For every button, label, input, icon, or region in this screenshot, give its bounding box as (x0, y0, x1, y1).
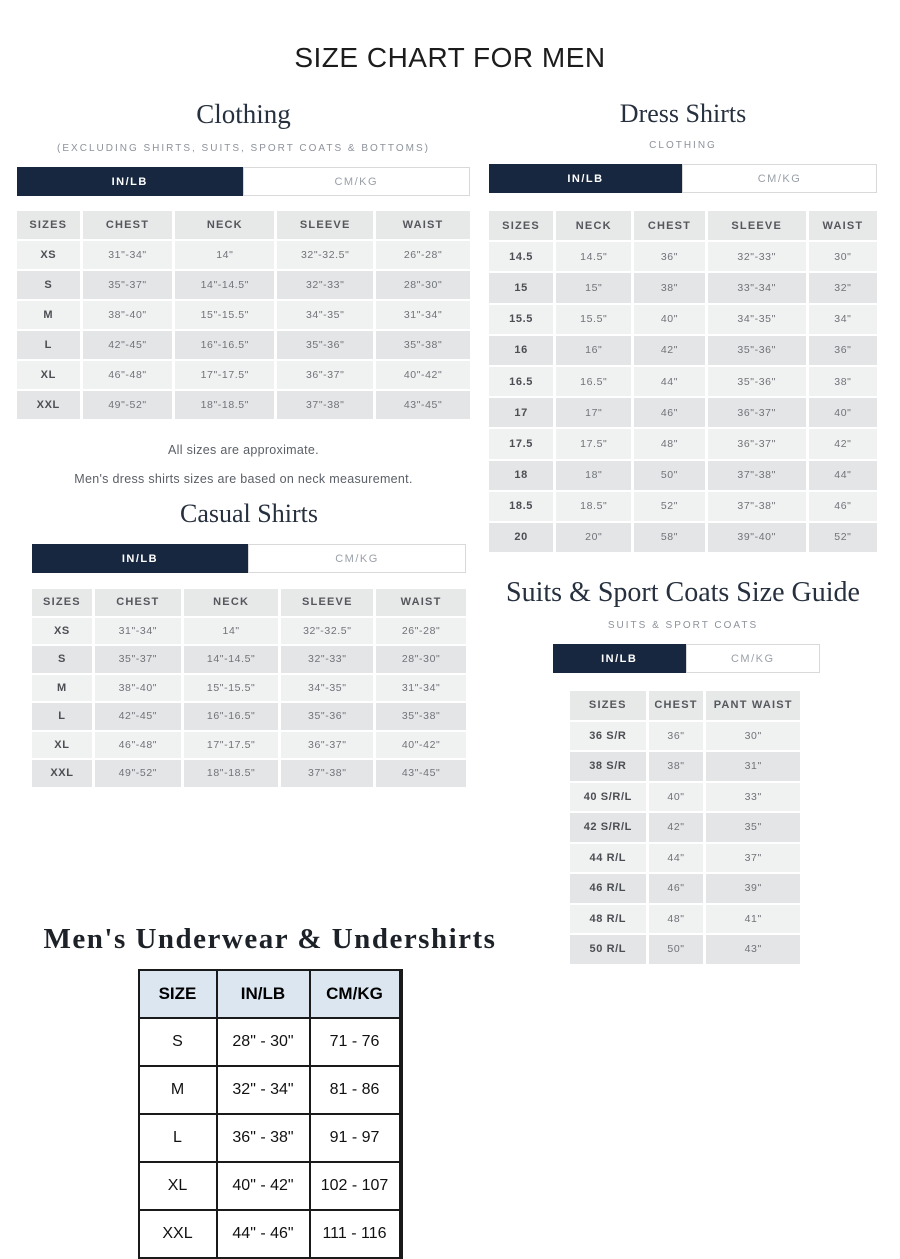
value-cell: 50" (649, 935, 704, 964)
table-header-cell: CHEST (83, 211, 173, 239)
value-cell: 44" (649, 844, 704, 873)
table-header-cell: NECK (184, 589, 279, 616)
table-header-cell: CM/KG (311, 971, 399, 1017)
table-header-cell: CHEST (649, 691, 704, 720)
value-cell: 17" (556, 398, 631, 427)
value-cell: 14" (175, 241, 274, 269)
value-cell: 17"-17.5" (184, 732, 279, 759)
value-cell: 39" (706, 874, 800, 903)
value-cell: 111 - 116 (311, 1211, 399, 1257)
casual-size-table (32, 589, 466, 787)
value-cell: 28"-30" (376, 271, 470, 299)
suits-unit-tabs (553, 644, 820, 673)
dress-unit-tabs (489, 164, 877, 193)
size-label-cell: 18 (489, 461, 553, 490)
value-cell: 52" (809, 523, 877, 552)
size-label-cell: S (32, 646, 92, 673)
value-cell: 42" (809, 429, 877, 458)
size-label-cell: 16 (489, 336, 553, 365)
value-cell: 37"-38" (708, 492, 806, 521)
value-cell: 58" (634, 523, 704, 552)
table-header-cell: CHEST (634, 211, 704, 240)
value-cell: 20" (556, 523, 631, 552)
table-header-cell: SIZES (32, 589, 92, 616)
size-label-cell: XXL (17, 391, 80, 419)
value-cell: 38" (634, 273, 704, 302)
size-label-cell: 17 (489, 398, 553, 427)
value-cell: 35"-37" (95, 646, 181, 673)
value-cell: 102 - 107 (311, 1163, 399, 1209)
value-cell: 33"-34" (708, 273, 806, 302)
size-label-cell: XS (32, 618, 92, 645)
size-label-cell: 15.5 (489, 305, 553, 334)
value-cell: 40"-42" (376, 732, 466, 759)
value-cell: 38" (809, 367, 877, 396)
value-cell: 16"-16.5" (184, 703, 279, 730)
value-cell: 14" (184, 618, 279, 645)
value-cell: 32"-32.5" (277, 241, 373, 269)
value-cell: 18"-18.5" (184, 760, 279, 787)
value-cell: 15" (556, 273, 631, 302)
value-cell: 37" (706, 844, 800, 873)
value-cell: 44" - 46" (218, 1211, 309, 1257)
suits-tab-cmkg[interactable]: CM/KG (686, 644, 821, 673)
value-cell: 71 - 76 (311, 1019, 399, 1065)
value-cell: 34"-35" (277, 301, 373, 329)
table-header-cell: SLEEVE (277, 211, 373, 239)
table-header-cell: SIZE (140, 971, 216, 1017)
clothing-tab-cmkg[interactable]: CM/KG (243, 167, 471, 196)
value-cell: 35"-38" (376, 331, 470, 359)
table-header-cell: SLEEVE (281, 589, 373, 616)
value-cell: 46" (649, 874, 704, 903)
size-label-cell: 38 S/R (570, 752, 646, 781)
value-cell: 42"-45" (95, 703, 181, 730)
size-label-cell: L (140, 1115, 216, 1161)
value-cell: 36" (634, 242, 704, 271)
casual-tab-inlb[interactable]: IN/LB (32, 544, 248, 573)
value-cell: 36"-37" (708, 429, 806, 458)
clothing-section-subtitle: (EXCLUDING SHIRTS, SUITS, SPORT COATS & BOTTOMS) (57, 143, 430, 154)
table-header-cell: SIZES (17, 211, 80, 239)
table-header-cell: WAIST (376, 211, 470, 239)
size-label-cell: 16.5 (489, 367, 553, 396)
table-header-cell: WAIST (809, 211, 877, 240)
left-column (17, 95, 470, 787)
size-label-cell: 48 R/L (570, 905, 646, 934)
clothing-size-table (17, 211, 470, 419)
value-cell: 32"-32.5" (281, 618, 373, 645)
size-label-cell: 20 (489, 523, 553, 552)
value-cell: 44" (634, 367, 704, 396)
value-cell: 30" (706, 722, 800, 751)
value-cell: 28"-30" (376, 646, 466, 673)
size-label-cell: XL (32, 732, 92, 759)
value-cell: 18.5" (556, 492, 631, 521)
value-cell: 40" (649, 783, 704, 812)
value-cell: 36" (809, 336, 877, 365)
size-label-cell: 17.5 (489, 429, 553, 458)
value-cell: 42" (634, 336, 704, 365)
value-cell: 52" (634, 492, 704, 521)
note-sizes-approximate: All sizes are approximate. (168, 443, 319, 457)
clothing-unit-tabs (17, 167, 470, 196)
value-cell: 33" (706, 783, 800, 812)
right-column (489, 95, 877, 964)
dress-shirts-title: Dress Shirts (619, 99, 747, 128)
value-cell: 34"-35" (281, 675, 373, 702)
size-label-cell: XL (140, 1163, 216, 1209)
value-cell: 40" - 42" (218, 1163, 309, 1209)
value-cell: 18"-18.5" (175, 391, 274, 419)
size-label-cell: M (17, 301, 80, 329)
size-label-cell: L (17, 331, 80, 359)
value-cell: 91 - 97 (311, 1115, 399, 1161)
value-cell: 15"-15.5" (184, 675, 279, 702)
note-neck-measurement: Men's dress shirts sizes are based on neck measurement. (74, 472, 413, 486)
table-header-cell: NECK (175, 211, 274, 239)
size-label-cell: S (140, 1019, 216, 1065)
underwear-title: Men's Underwear & Undershirts (43, 923, 497, 955)
value-cell: 42"-45" (83, 331, 173, 359)
value-cell: 40"-42" (376, 361, 470, 389)
suits-subtitle: SUITS & SPORT COATS (607, 620, 759, 632)
page-title: SIZE CHART FOR MEN (294, 42, 606, 73)
size-label-cell: XXL (140, 1211, 216, 1257)
size-label-cell: 18.5 (489, 492, 553, 521)
value-cell: 31"-34" (95, 618, 181, 645)
value-cell: 38" (649, 752, 704, 781)
value-cell: 38"-40" (83, 301, 173, 329)
value-cell: 40" (809, 398, 877, 427)
value-cell: 46"-48" (95, 732, 181, 759)
table-header-cell: CHEST (95, 589, 181, 616)
clothing-tab-inlb[interactable]: IN/LB (17, 167, 243, 196)
value-cell: 43" (706, 935, 800, 964)
value-cell: 26"-28" (376, 618, 466, 645)
value-cell: 81 - 86 (311, 1067, 399, 1113)
value-cell: 16.5" (556, 367, 631, 396)
dress-tab-cmkg[interactable]: CM/KG (682, 164, 877, 193)
dress-tab-inlb[interactable]: IN/LB (489, 164, 682, 193)
value-cell: 35"-36" (708, 367, 806, 396)
underwear-section (0, 923, 540, 1259)
value-cell: 32" (809, 273, 877, 302)
dress-shirts-subtitle: CLOTHING (649, 140, 717, 151)
value-cell: 14"-14.5" (184, 646, 279, 673)
value-cell: 43"-45" (376, 760, 466, 787)
table-header-cell: NECK (556, 211, 631, 240)
table-header-cell: WAIST (376, 589, 466, 616)
value-cell: 36" (649, 722, 704, 751)
value-cell: 35"-36" (708, 336, 806, 365)
table-header-cell: SIZES (570, 691, 646, 720)
value-cell: 35" (706, 813, 800, 842)
size-label-cell: 14.5 (489, 242, 553, 271)
size-label-cell: 42 S/R/L (570, 813, 646, 842)
value-cell: 16" (556, 336, 631, 365)
value-cell: 38"-40" (95, 675, 181, 702)
value-cell: 35"-36" (281, 703, 373, 730)
value-cell: 31"-34" (376, 301, 470, 329)
size-label-cell: M (32, 675, 92, 702)
value-cell: 31"-34" (376, 675, 466, 702)
table-header-cell: PANT WAIST (706, 691, 800, 720)
value-cell: 26"-28" (376, 241, 470, 269)
value-cell: 15"-15.5" (175, 301, 274, 329)
suits-size-table (570, 691, 800, 964)
size-label-cell: M (140, 1067, 216, 1113)
value-cell: 34"-35" (708, 305, 806, 334)
value-cell: 18" (556, 461, 631, 490)
size-label-cell: XL (17, 361, 80, 389)
value-cell: 42" (649, 813, 704, 842)
clothing-section-title: Clothing (196, 99, 291, 129)
value-cell: 36"-37" (277, 361, 373, 389)
value-cell: 31"-34" (83, 241, 173, 269)
value-cell: 30" (809, 242, 877, 271)
value-cell: 37"-38" (708, 461, 806, 490)
value-cell: 35"-37" (83, 271, 173, 299)
size-label-cell: 46 R/L (570, 874, 646, 903)
casual-unit-tabs (32, 544, 466, 573)
size-label-cell: 36 S/R (570, 722, 646, 751)
value-cell: 31" (706, 752, 800, 781)
value-cell: 37"-38" (281, 760, 373, 787)
table-header-cell: SIZES (489, 211, 553, 240)
value-cell: 35"-36" (277, 331, 373, 359)
value-cell: 36"-37" (281, 732, 373, 759)
value-cell: 39"-40" (708, 523, 806, 552)
value-cell: 43"-45" (376, 391, 470, 419)
value-cell: 15.5" (556, 305, 631, 334)
suits-tab-inlb[interactable]: IN/LB (553, 644, 686, 673)
value-cell: 17"-17.5" (175, 361, 274, 389)
size-label-cell: 40 S/R/L (570, 783, 646, 812)
size-label-cell: S (17, 271, 80, 299)
value-cell: 35"-38" (376, 703, 466, 730)
value-cell: 40" (634, 305, 704, 334)
size-label-cell: L (32, 703, 92, 730)
value-cell: 48" (649, 905, 704, 934)
value-cell: 41" (706, 905, 800, 934)
size-label-cell: XXL (32, 760, 92, 787)
size-label-cell: 44 R/L (570, 844, 646, 873)
value-cell: 28" - 30" (218, 1019, 309, 1065)
value-cell: 16"-16.5" (175, 331, 274, 359)
value-cell: 32"-33" (281, 646, 373, 673)
value-cell: 14"-14.5" (175, 271, 274, 299)
value-cell: 36" - 38" (218, 1115, 309, 1161)
value-cell: 17.5" (556, 429, 631, 458)
size-label-cell: 50 R/L (570, 935, 646, 964)
casual-shirts-section (17, 499, 466, 787)
value-cell: 14.5" (556, 242, 631, 271)
value-cell: 49"-52" (83, 391, 173, 419)
table-header-cell: IN/LB (218, 971, 309, 1017)
dress-size-table (489, 211, 877, 552)
value-cell: 46" (809, 492, 877, 521)
value-cell: 32"-33" (277, 271, 373, 299)
value-cell: 46" (634, 398, 704, 427)
casual-tab-cmkg[interactable]: CM/KG (248, 544, 466, 573)
value-cell: 50" (634, 461, 704, 490)
value-cell: 32" - 34" (218, 1067, 309, 1113)
value-cell: 46"-48" (83, 361, 173, 389)
underwear-size-table (138, 969, 403, 1259)
value-cell: 48" (634, 429, 704, 458)
suits-title: Suits & Sport Coats Size Guide (506, 577, 860, 609)
value-cell: 32"-33" (708, 242, 806, 271)
size-label-cell: XS (17, 241, 80, 269)
value-cell: 49"-52" (95, 760, 181, 787)
table-header-cell: SLEEVE (708, 211, 806, 240)
value-cell: 34" (809, 305, 877, 334)
value-cell: 44" (809, 461, 877, 490)
value-cell: 36"-37" (708, 398, 806, 427)
size-label-cell: 15 (489, 273, 553, 302)
casual-shirts-title: Casual Shirts (180, 499, 318, 528)
value-cell: 37"-38" (277, 391, 373, 419)
